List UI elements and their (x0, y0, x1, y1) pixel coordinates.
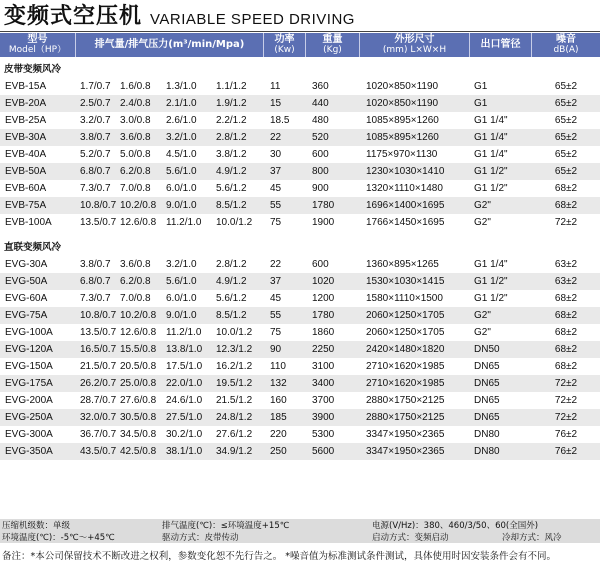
cell-noise: 65±2 (554, 115, 578, 126)
cell-flow-07: 13.5/0.7 (80, 217, 117, 228)
cell-power: 185 (270, 412, 287, 423)
cell-flow-07: 28.7/0.7 (80, 395, 117, 406)
cell-flow-12: 1.1/1.2 (216, 81, 247, 92)
footer-specs-1 (0, 519, 600, 531)
cell-model: EVB-15A (5, 81, 47, 92)
cell-power: 18.5 (270, 115, 290, 126)
cell-weight: 1020 (312, 276, 335, 287)
cell-flow-10: 3.2/1.0 (166, 259, 197, 270)
cell-model: EVG-60A (5, 293, 48, 304)
cell-pipe: G1 1/2" (474, 293, 508, 304)
cell-noise: 76±2 (554, 446, 578, 457)
cell-noise: 68±2 (554, 183, 578, 194)
footer-power-supply: 电源(V/Hz)：380、460/3/50、60(全国外) (372, 521, 539, 531)
table-row (0, 358, 600, 375)
table-row (0, 146, 600, 163)
cell-model: EVB-50A (5, 166, 47, 177)
header-dimensions: 外形尺寸 (mm) L×W×H (360, 33, 470, 57)
page-title (4, 2, 355, 30)
cell-power: 250 (270, 446, 287, 457)
cell-flow-10: 6.0/1.0 (166, 183, 197, 194)
cell-model: EVG-350A (5, 446, 53, 457)
table-row (0, 324, 600, 341)
table-row (0, 426, 600, 443)
cell-flow-12: 8.5/1.2 (216, 200, 247, 211)
cell-weight: 3400 (312, 378, 335, 389)
cell-flow-12: 21.5/1.2 (216, 395, 253, 406)
table-row (0, 443, 600, 460)
cell-model: EVG-75A (5, 310, 48, 321)
cell-pipe: G2" (474, 217, 491, 228)
cell-pipe: G1 (474, 81, 488, 92)
cell-flow-07: 16.5/0.7 (80, 344, 117, 355)
cell-weight: 900 (312, 183, 329, 194)
cell-flow-12: 10.0/1.2 (216, 327, 253, 338)
footer-stages: 压缩机级数：单级 (2, 521, 71, 531)
cell-power: 11 (270, 81, 281, 92)
cell-flow-12: 5.6/1.2 (216, 293, 247, 304)
table-row (0, 129, 600, 146)
cell-noise: 65±2 (554, 132, 578, 143)
cell-noise: 68±2 (554, 344, 578, 355)
cell-dimensions: 2710×1620×1985 (366, 361, 445, 372)
cell-dimensions: 2420×1480×1820 (366, 344, 445, 355)
cell-flow-10: 11.2/1.0 (166, 217, 202, 228)
cell-model: EVB-60A (5, 183, 47, 194)
cell-dimensions: 2880×1750×2125 (366, 395, 445, 406)
cell-flow-10: 9.0/1.0 (166, 310, 197, 321)
cell-model: EVB-25A (5, 115, 47, 126)
table-row (0, 78, 600, 95)
cell-weight: 3700 (312, 395, 335, 406)
table-row (0, 95, 600, 112)
cell-pipe: DN80 (474, 429, 500, 440)
footer-start: 启动方式：变频启动 (372, 533, 449, 543)
header-power: 功率 (Kw) (264, 33, 306, 57)
cell-noise: 72±2 (554, 395, 578, 406)
cell-model: EVG-100A (5, 327, 53, 338)
cell-flow-07: 2.5/0.7 (80, 98, 111, 109)
cell-weight: 360 (312, 81, 329, 92)
cell-pipe: G1 1/4" (474, 115, 508, 126)
cell-model: EVG-120A (5, 344, 53, 355)
cell-flow-10: 5.6/1.0 (166, 166, 197, 177)
table-row (0, 256, 600, 273)
cell-pipe: G2" (474, 327, 491, 338)
footnote: 备注：*本公司保留技术不断改进之权利，参数变化恕不先行告之。 *噪音值为标准测试条件测试，具体使用时因安装条件会有不同。 (2, 551, 557, 562)
cell-dimensions: 1085×895×1260 (366, 115, 439, 126)
cell-flow-08: 3.6/0.8 (120, 132, 151, 143)
footer-specs-2 (0, 531, 600, 543)
title-en: VARIABLE SPEED DRIVING (150, 11, 355, 28)
cell-flow-07: 3.8/0.7 (80, 132, 111, 143)
cell-pipe: DN65 (474, 395, 500, 406)
cell-noise: 68±2 (554, 310, 578, 321)
table-row (0, 180, 600, 197)
footer-exhaust-temp: 排气温度(℃)：≤环境温度+15℃ (162, 521, 290, 531)
cell-weight: 440 (312, 98, 329, 109)
footer-cooling: 冷却方式：风冷 (502, 533, 562, 543)
cell-noise: 68±2 (554, 293, 578, 304)
cell-power: 75 (270, 327, 282, 338)
cell-noise: 68±2 (554, 200, 578, 211)
cell-flow-10: 22.0/1.0 (166, 378, 203, 389)
cell-flow-07: 3.2/0.7 (80, 115, 111, 126)
header-noise: 噪音 dB(A) (553, 34, 579, 55)
cell-flow-10: 9.0/1.0 (166, 200, 197, 211)
cell-flow-12: 5.6/1.2 (216, 183, 247, 194)
cell-flow-08: 20.5/0.8 (120, 361, 157, 372)
cell-flow-07: 7.3/0.7 (80, 293, 111, 304)
cell-weight: 600 (312, 259, 329, 270)
cell-flow-12: 10.0/1.2 (216, 217, 253, 228)
cell-flow-07: 32.0/0.7 (80, 412, 117, 423)
cell-weight: 1200 (312, 293, 335, 304)
cell-flow-08: 7.0/0.8 (120, 293, 151, 304)
cell-weight: 1860 (312, 327, 335, 338)
cell-flow-08: 12.6/0.8 (120, 327, 157, 338)
cell-power: 22 (270, 259, 282, 270)
table-row (0, 341, 600, 358)
cell-noise: 65±2 (554, 166, 578, 177)
cell-model: EVB-75A (5, 200, 47, 211)
footer-drive: 驱动方式：皮带传动 (162, 533, 239, 543)
cell-model: EVB-40A (5, 149, 47, 160)
cell-noise: 76±2 (554, 429, 578, 440)
cell-pipe: DN65 (474, 378, 500, 389)
cell-flow-12: 4.9/1.2 (216, 166, 247, 177)
cell-flow-08: 10.2/0.8 (120, 310, 157, 321)
cell-flow-08: 25.0/0.8 (120, 378, 157, 389)
cell-pipe: G1 1/2" (474, 183, 508, 194)
cell-flow-08: 42.5/0.8 (120, 446, 157, 457)
cell-power: 45 (270, 293, 282, 304)
cell-flow-10: 13.8/1.0 (166, 344, 203, 355)
cell-model: EVG-300A (5, 429, 53, 440)
cell-model: EVG-200A (5, 395, 53, 406)
cell-flow-07: 21.5/0.7 (80, 361, 117, 372)
cell-pipe: G1 1/4" (474, 132, 508, 143)
cell-dimensions: 1085×895×1260 (366, 132, 439, 143)
section-label: 皮带变频风冷 (4, 63, 62, 75)
cell-weight: 1900 (312, 217, 335, 228)
cell-noise: 68±2 (554, 327, 578, 338)
cell-weight: 3900 (312, 412, 335, 423)
cell-flow-12: 24.8/1.2 (216, 412, 253, 423)
cell-pipe: G2" (474, 310, 491, 321)
cell-model: EVB-30A (5, 132, 47, 143)
cell-power: 110 (270, 361, 286, 372)
cell-flow-08: 15.5/0.8 (120, 344, 157, 355)
cell-model: EVG-250A (5, 412, 53, 423)
cell-pipe: G2" (474, 200, 491, 211)
header-model: 型号 Model（HP） (0, 33, 76, 57)
cell-flow-10: 4.5/1.0 (166, 149, 197, 160)
cell-flow-10: 2.6/1.0 (166, 115, 197, 126)
cell-flow-07: 26.2/0.7 (80, 378, 117, 389)
cell-dimensions: 1580×1110×1500 (366, 293, 443, 304)
cell-weight: 5300 (312, 429, 335, 440)
cell-weight: 1780 (312, 200, 335, 211)
cell-dimensions: 2060×1250×1705 (366, 310, 445, 321)
cell-pipe: G1 1/2" (474, 276, 508, 287)
cell-flow-10: 2.1/1.0 (166, 98, 197, 109)
cell-dimensions: 3347×1950×2365 (366, 446, 445, 457)
cell-flow-08: 2.4/0.8 (120, 98, 151, 109)
table-row (0, 214, 600, 231)
cell-weight: 600 (312, 149, 329, 160)
cell-dimensions: 1766×1450×1695 (366, 217, 445, 228)
footer-ambient-temp: 环境温度(℃)：-5℃～+45℃ (2, 533, 115, 543)
cell-pipe: G1 1/2" (474, 166, 508, 177)
cell-flow-08: 3.0/0.8 (120, 115, 151, 126)
cell-flow-12: 4.9/1.2 (216, 276, 247, 287)
cell-pipe: G1 1/4" (474, 149, 508, 160)
cell-flow-10: 6.0/1.0 (166, 293, 197, 304)
cell-power: 37 (270, 276, 282, 287)
cell-model: EVG-30A (5, 259, 48, 270)
cell-power: 55 (270, 200, 282, 211)
cell-flow-10: 1.3/1.0 (166, 81, 197, 92)
header-pipe: 出口管径 (470, 33, 532, 57)
cell-flow-07: 1.7/0.7 (80, 81, 111, 92)
cell-power: 30 (270, 149, 282, 160)
cell-dimensions: 1320×1110×1480 (366, 183, 443, 194)
table-row (0, 112, 600, 129)
cell-flow-12: 2.2/1.2 (216, 115, 247, 126)
cell-pipe: DN80 (474, 446, 500, 457)
cell-flow-12: 2.8/1.2 (216, 259, 247, 270)
cell-flow-08: 30.5/0.8 (120, 412, 157, 423)
cell-weight: 1780 (312, 310, 335, 321)
cell-flow-08: 6.2/0.8 (120, 166, 151, 177)
cell-noise: 65±2 (554, 149, 578, 160)
cell-power: 22 (270, 132, 282, 143)
cell-dimensions: 2710×1620×1985 (366, 378, 445, 389)
cell-flow-10: 17.5/1.0 (166, 361, 203, 372)
cell-flow-10: 3.2/1.0 (166, 132, 197, 143)
cell-noise: 63±2 (554, 276, 578, 287)
cell-pipe: G1 1/4" (474, 259, 508, 270)
cell-flow-12: 2.8/1.2 (216, 132, 247, 143)
table-row (0, 409, 600, 426)
cell-model: EVB-100A (5, 217, 52, 228)
cell-dimensions: 1230×1030×1410 (366, 166, 445, 177)
cell-dimensions: 2880×1750×2125 (366, 412, 445, 423)
cell-flow-10: 24.6/1.0 (166, 395, 203, 406)
cell-flow-07: 5.2/0.7 (80, 149, 111, 160)
title-divider (0, 31, 600, 32)
cell-power: 90 (270, 344, 282, 355)
cell-flow-10: 11.2/1.0 (166, 327, 202, 338)
cell-flow-10: 38.1/1.0 (166, 446, 203, 457)
cell-pipe: DN65 (474, 361, 500, 372)
cell-flow-10: 27.5/1.0 (166, 412, 203, 423)
cell-dimensions: 1175×970×1130 (366, 149, 438, 160)
cell-model: EVG-150A (5, 361, 53, 372)
cell-flow-08: 34.5/0.8 (120, 429, 157, 440)
cell-dimensions: 1020×850×1190 (366, 81, 439, 92)
cell-flow-07: 6.8/0.7 (80, 166, 111, 177)
cell-noise: 65±2 (554, 98, 578, 109)
cell-flow-08: 27.6/0.8 (120, 395, 157, 406)
cell-weight: 3100 (312, 361, 335, 372)
cell-flow-12: 19.5/1.2 (216, 378, 253, 389)
table-row (0, 197, 600, 214)
cell-noise: 68±2 (554, 361, 578, 372)
cell-noise: 63±2 (554, 259, 578, 270)
cell-flow-07: 10.8/0.7 (80, 200, 117, 211)
cell-flow-07: 6.8/0.7 (80, 276, 111, 287)
cell-flow-12: 16.2/1.2 (216, 361, 253, 372)
cell-flow-08: 10.2/0.8 (120, 200, 157, 211)
cell-power: 75 (270, 217, 282, 228)
cell-flow-07: 36.7/0.7 (80, 429, 117, 440)
cell-dimensions: 2060×1250×1705 (366, 327, 445, 338)
table-header (0, 33, 600, 57)
table-row (0, 163, 600, 180)
table-row (0, 392, 600, 409)
cell-flow-10: 5.6/1.0 (166, 276, 197, 287)
cell-flow-12: 27.6/1.2 (216, 429, 253, 440)
cell-flow-08: 6.2/0.8 (120, 276, 151, 287)
cell-weight: 520 (312, 132, 329, 143)
cell-power: 55 (270, 310, 282, 321)
cell-model: EVG-175A (5, 378, 53, 389)
cell-dimensions: 1530×1030×1415 (366, 276, 445, 287)
cell-noise: 72±2 (554, 378, 578, 389)
cell-flow-12: 34.9/1.2 (216, 446, 253, 457)
cell-pipe: DN50 (474, 344, 500, 355)
header-weight: 重量 (Kg) (306, 33, 360, 57)
cell-flow-07: 13.5/0.7 (80, 327, 117, 338)
cell-flow-07: 43.5/0.7 (80, 446, 117, 457)
cell-noise: 65±2 (554, 81, 578, 92)
cell-flow-08: 12.6/0.8 (120, 217, 157, 228)
cell-noise: 72±2 (554, 217, 578, 228)
cell-pipe: DN65 (474, 412, 500, 423)
cell-weight: 2250 (312, 344, 335, 355)
section-label: 直联变频风冷 (4, 241, 62, 253)
cell-flow-12: 12.3/1.2 (216, 344, 253, 355)
table-row (0, 290, 600, 307)
cell-power: 132 (270, 378, 287, 389)
cell-weight: 800 (312, 166, 329, 177)
table-row (0, 375, 600, 392)
cell-weight: 5600 (312, 446, 335, 457)
table-row (0, 273, 600, 290)
cell-power: 160 (270, 395, 287, 406)
cell-power: 45 (270, 183, 282, 194)
cell-flow-12: 8.5/1.2 (216, 310, 247, 321)
cell-dimensions: 3347×1950×2365 (366, 429, 445, 440)
cell-power: 220 (270, 429, 287, 440)
cell-dimensions: 1020×850×1190 (366, 98, 439, 109)
cell-flow-12: 1.9/1.2 (216, 98, 247, 109)
cell-flow-07: 3.8/0.7 (80, 259, 111, 270)
cell-flow-07: 10.8/0.7 (80, 310, 117, 321)
cell-dimensions: 1696×1400×1695 (366, 200, 445, 211)
cell-model: EVG-50A (5, 276, 48, 287)
cell-dimensions: 1360×895×1265 (366, 259, 439, 270)
cell-pipe: G1 (474, 98, 488, 109)
cell-flow-12: 3.8/1.2 (216, 149, 247, 160)
cell-flow-10: 30.2/1.0 (166, 429, 203, 440)
cell-weight: 480 (312, 115, 329, 126)
cell-noise: 72±2 (554, 412, 578, 423)
cell-flow-08: 5.0/0.8 (120, 149, 151, 160)
table-row (0, 307, 600, 324)
cell-flow-08: 1.6/0.8 (120, 81, 151, 92)
header-pressure: 排气量/排气压力(m³/min/Mpa) (76, 33, 264, 57)
cell-flow-07: 7.3/0.7 (80, 183, 111, 194)
cell-flow-08: 7.0/0.8 (120, 183, 151, 194)
cell-model: EVB-20A (5, 98, 47, 109)
title-cn: 变频式空压机 (4, 4, 143, 29)
cell-flow-08: 3.6/0.8 (120, 259, 151, 270)
cell-power: 15 (270, 98, 282, 109)
cell-power: 37 (270, 166, 282, 177)
